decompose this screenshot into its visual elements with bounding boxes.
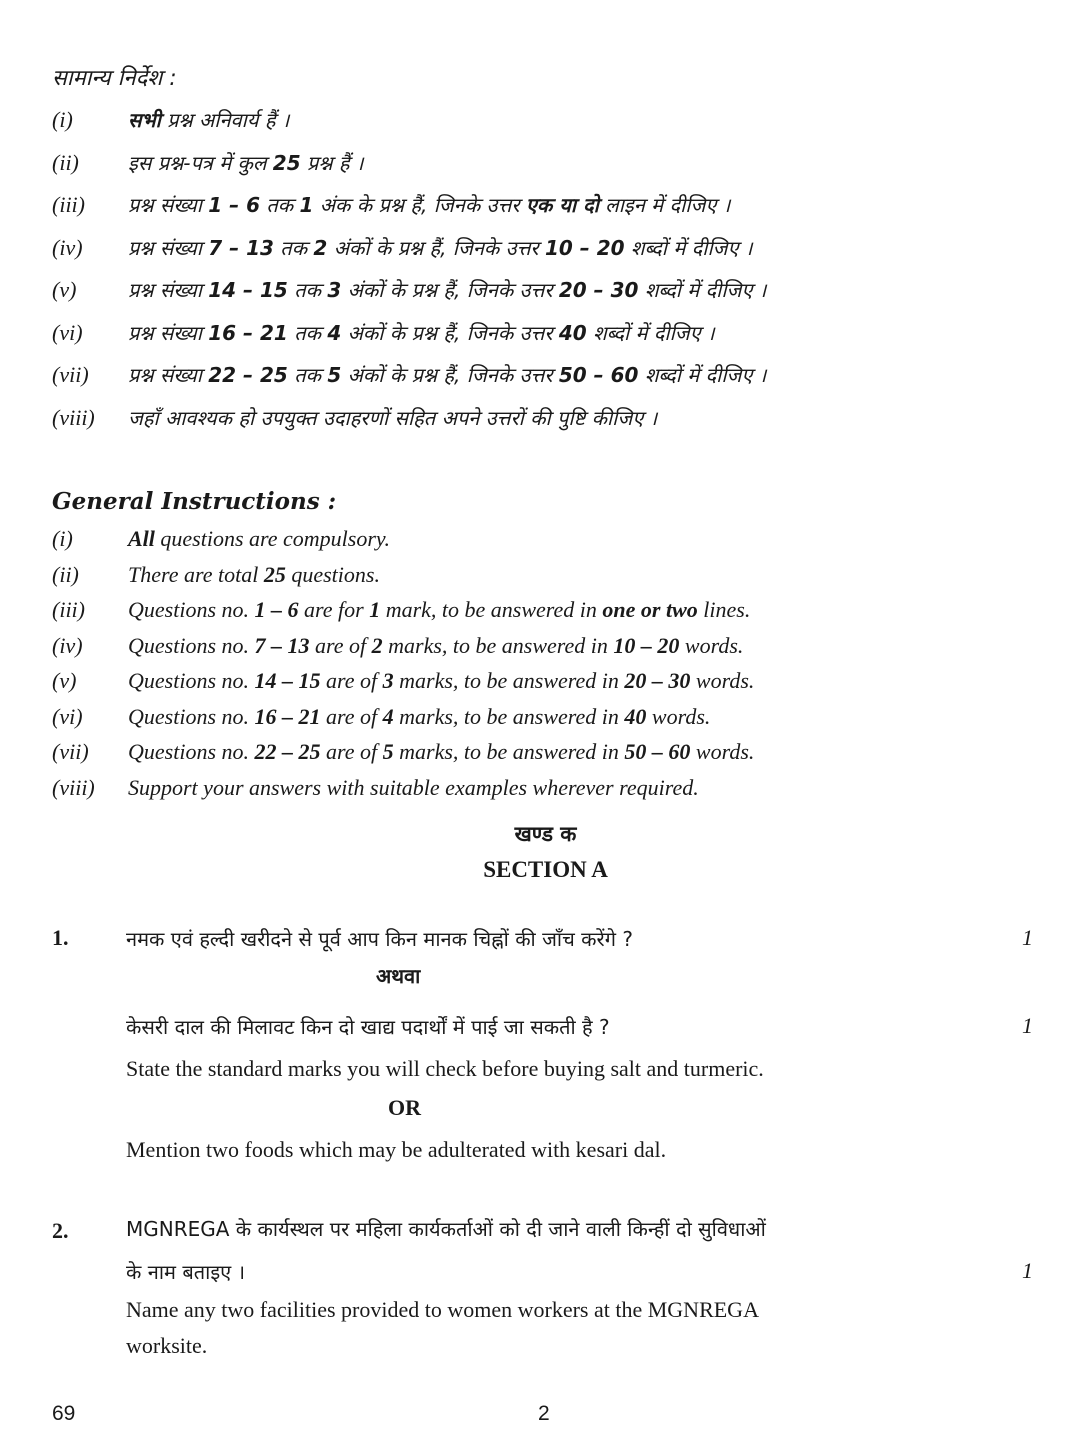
english-instruction-number: (iii): [52, 597, 85, 622]
english-instruction-7: [52, 739, 1042, 774]
hindi-instruction-text: इस प्रश्न-पत्र में कुल 25 प्रश्न हैं ।: [128, 150, 364, 175]
section-heading-english: SECTION A: [483, 857, 608, 882]
english-instruction-text: Questions no. 1 – 6 are for 1 mark, to be answered in one or two lines.: [128, 597, 751, 622]
paper-code: 69: [52, 1402, 76, 1425]
hindi-instruction-4: [52, 234, 1042, 276]
hindi-instruction-text: प्रश्न संख्या 16 – 21 तक 4 अंकों के प्रश्न हैं, जिनके उत्तर 40 शब्दों में दीजिए ।: [128, 320, 715, 345]
hindi-instruction-7: [52, 361, 1042, 403]
question-2-number: 2.: [52, 1218, 69, 1243]
english-instruction-text: All questions are compulsory.: [128, 526, 390, 551]
hindi-instructions-heading: सामान्य निर्देश :: [52, 66, 177, 91]
english-instruction-3: [52, 597, 1042, 632]
english-instruction-number: (i): [52, 526, 73, 551]
hindi-instruction-number: (iii): [52, 192, 85, 217]
english-instruction-text: Questions no. 22 – 25 are of 5 marks, to be answered in 50 – 60 words.: [128, 739, 755, 764]
english-instruction-1: [52, 526, 1042, 561]
english-instruction-number: (vi): [52, 703, 83, 729]
english-instruction-number: (vii): [52, 739, 89, 764]
hindi-instruction-3: [52, 191, 1042, 233]
question-2-english-line2: worksite.: [126, 1333, 208, 1358]
hindi-instruction-text: प्रश्न संख्या 14 – 15 तक 3 अंकों के प्रश्न हैं, जिनके उत्तर 20 – 30 शब्दों में दीजिए ।: [128, 278, 767, 302]
english-instruction-number: (iv): [52, 632, 83, 658]
hindi-instruction-8: [52, 404, 1042, 446]
hindi-instruction-5: [52, 276, 1042, 318]
english-instruction-number: (v): [52, 668, 77, 693]
english-instructions-heading: General Instructions :: [52, 488, 337, 515]
english-instruction-text: Questions no. 7 – 13 are of 2 marks, to be answered in 10 – 20 words.: [128, 632, 744, 658]
hindi-instruction-2: [52, 149, 1042, 191]
question-1-english: State the standard marks you will check before buying salt and turmeric.: [126, 1056, 764, 1081]
hindi-instruction-text: प्रश्न संख्या 7 – 13 तक 2 अंकों के प्रश्न हैं, जिनके उत्तर 10 – 20 शब्दों में दीजिए ।: [128, 235, 753, 260]
question-1-hindi: नमक एवं हल्दी खरीदने से पूर्व आप किन मानक चिह्नों की जाँच करेंगे ?: [126, 927, 633, 951]
english-instruction-number: (viii): [52, 774, 95, 800]
question-2-hindi-line2: के नाम बताइए ।: [126, 1260, 246, 1284]
section-heading-hindi: खण्ड क: [514, 822, 577, 846]
question-1-alt-english: Mention two foods which may be adulterated with kesari dal.: [126, 1137, 667, 1162]
hindi-instruction-text: प्रश्न संख्या 1 – 6 तक 1 अंक के प्रश्न हैं, जिनके उत्तर एक या दो लाइन में दीजिए ।: [128, 193, 731, 217]
question-2-hindi-line1: MGNREGA के कार्यस्थल पर महिला कार्यकर्ताओं को दी जाने वाली किन्हीं दो सुविधाओं: [126, 1217, 766, 1241]
question-1-or-hindi: अथवा: [376, 964, 421, 988]
hindi-instruction-number: (i): [52, 107, 73, 132]
english-instruction-8: [52, 775, 1042, 810]
hindi-instruction-1: [52, 106, 1042, 148]
question-1-or-english: OR: [388, 1095, 421, 1120]
english-instruction-text: Support your answers with suitable examples wherever required.: [128, 774, 699, 800]
hindi-instruction-number: (vii): [52, 362, 89, 387]
english-instruction-4: [52, 633, 1042, 668]
hindi-instruction-6: [52, 319, 1042, 361]
hindi-instruction-number: (vi): [52, 319, 83, 345]
english-instruction-6: [52, 704, 1042, 739]
question-2-mark: 1: [1022, 1258, 1033, 1283]
question-1-mark: 1: [1022, 925, 1033, 950]
hindi-instruction-number: (iv): [52, 234, 83, 260]
english-instruction-text: There are total 25 questions.: [128, 561, 380, 587]
question-1-alt-hindi: केसरी दाल की मिलावट किन दो खाद्य पदार्थों में पाई जा सकती है ?: [126, 1015, 610, 1039]
hindi-instruction-text: जहाँ आवश्यक हो उपयुक्त उदाहरणों सहित अपने उत्तरों की पुष्टि कीजिए ।: [128, 405, 658, 430]
page-number: 2: [538, 1402, 550, 1425]
question-2-english-line1: Name any two facilities provided to women workers at the MGNREGA: [126, 1297, 759, 1322]
english-instruction-5: [52, 668, 1042, 703]
hindi-instruction-text: सभी प्रश्न अनिवार्य हैं ।: [128, 108, 290, 132]
hindi-instruction-number: (ii): [52, 149, 79, 175]
english-instruction-text: Questions no. 14 – 15 are of 3 marks, to be answered in 20 – 30 words.: [128, 668, 755, 693]
english-instruction-2: [52, 562, 1042, 597]
hindi-instruction-number: (v): [52, 277, 77, 302]
question-1-alt-mark: 1: [1022, 1013, 1033, 1038]
hindi-instruction-text: प्रश्न संख्या 22 – 25 तक 5 अंकों के प्रश्न हैं, जिनके उत्तर 50 – 60 शब्दों में दीजिए ।: [128, 363, 767, 387]
english-instruction-text: Questions no. 16 – 21 are of 4 marks, to be answered in 40 words.: [128, 703, 711, 729]
hindi-instruction-number: (viii): [52, 404, 95, 430]
question-1-number: 1.: [52, 925, 69, 950]
english-instruction-number: (ii): [52, 561, 79, 587]
